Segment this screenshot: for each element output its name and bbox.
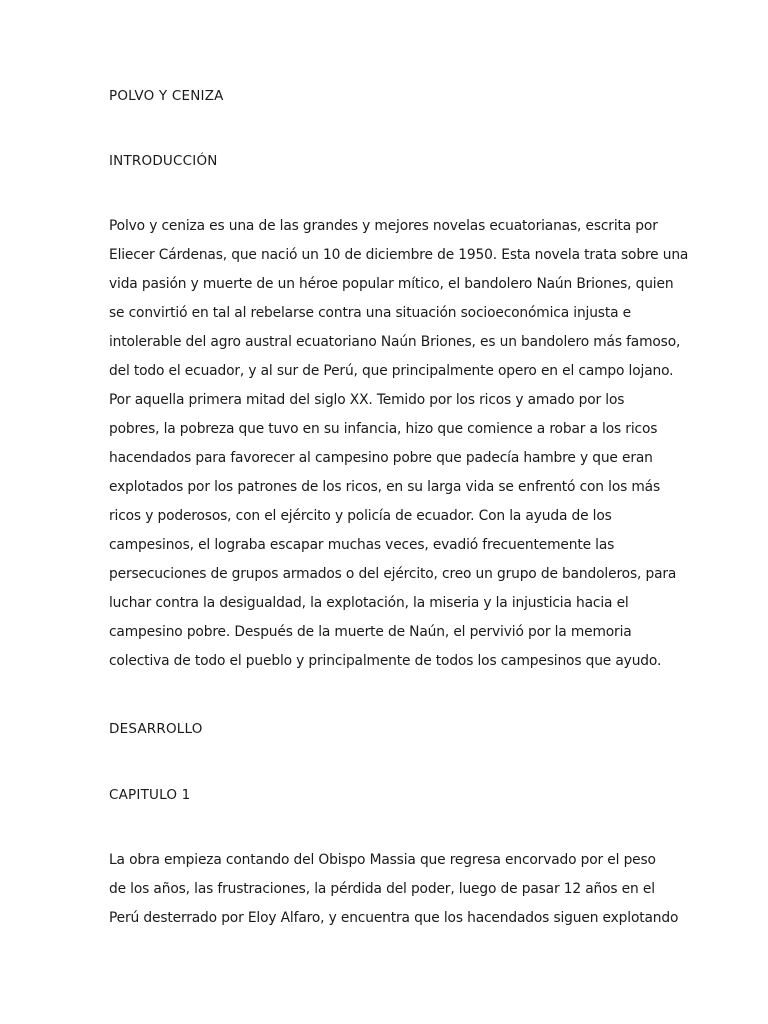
paragraph-line: Polvo y ceniza es una de las grandes y mejores novelas ecuatorianas, escrita por <box>109 218 658 234</box>
paragraph-line: del todo el ecuador, y al sur de Perú, que principalmente opero en el campo lojano. <box>109 363 674 379</box>
paragraph-line: pobres, la pobreza que tuvo en su infancia, hizo que comience a robar a los ricos <box>109 421 658 437</box>
paragraph-line: Por aquella primera mitad del siglo XX. Temido por los ricos y amado por los <box>109 392 625 408</box>
section-heading-development: DESARROLLO <box>109 721 203 737</box>
paragraph-line: La obra empieza contando del Obispo Massia que regresa encorvado por el peso <box>109 852 656 868</box>
section-heading-introduction: INTRODUCCIÓN <box>109 153 218 169</box>
paragraph-line: Perú desterrado por Eloy Alfaro, y encuentra que los hacendados siguen explotando <box>109 910 679 926</box>
chapter-heading: CAPITULO 1 <box>109 787 191 803</box>
paragraph-line: hacendados para favorecer al campesino pobre que padecía hambre y que eran <box>109 450 653 466</box>
paragraph-line: intolerable del agro austral ecuatoriano Naún Briones, es un bandolero más famoso, <box>109 334 681 350</box>
paragraph-line: vida pasión y muerte de un héroe popular mítico, el bandolero Naún Briones, quien <box>109 276 674 292</box>
paragraph-line: campesinos, el lograba escapar muchas veces, evadió frecuentemente las <box>109 537 615 553</box>
document-title: POLVO Y CENIZA <box>109 88 224 104</box>
paragraph-line: de los años, las frustraciones, la pérdida del poder, luego de pasar 12 años en el <box>109 881 655 897</box>
chapter-1-paragraph <box>109 846 678 933</box>
paragraph-line: ricos y poderosos, con el ejército y policía de ecuador. Con la ayuda de los <box>109 508 612 524</box>
paragraph-line: Eliecer Cárdenas, que nació un 10 de diciembre de 1950. Esta novela trata sobre una <box>109 247 689 263</box>
paragraph-line: se convirtió en tal al rebelarse contra una situación socioeconómica injusta e <box>109 305 631 321</box>
paragraph-line: explotados por los patrones de los ricos, en su larga vida se enfrentó con los más <box>109 479 661 495</box>
paragraph-line: luchar contra la desigualdad, la explotación, la miseria y la injusticia hacia el <box>109 595 629 611</box>
paragraph-line: campesino pobre. Después de la muerte de Naún, el pervivió por la memoria <box>109 624 632 640</box>
introduction-paragraph <box>109 212 688 676</box>
paragraph-line: colectiva de todo el pueblo y principalmente de todos los campesinos que ayudo. <box>109 653 662 669</box>
paragraph-line: persecuciones de grupos armados o del ejército, creo un grupo de bandoleros, para <box>109 566 677 582</box>
